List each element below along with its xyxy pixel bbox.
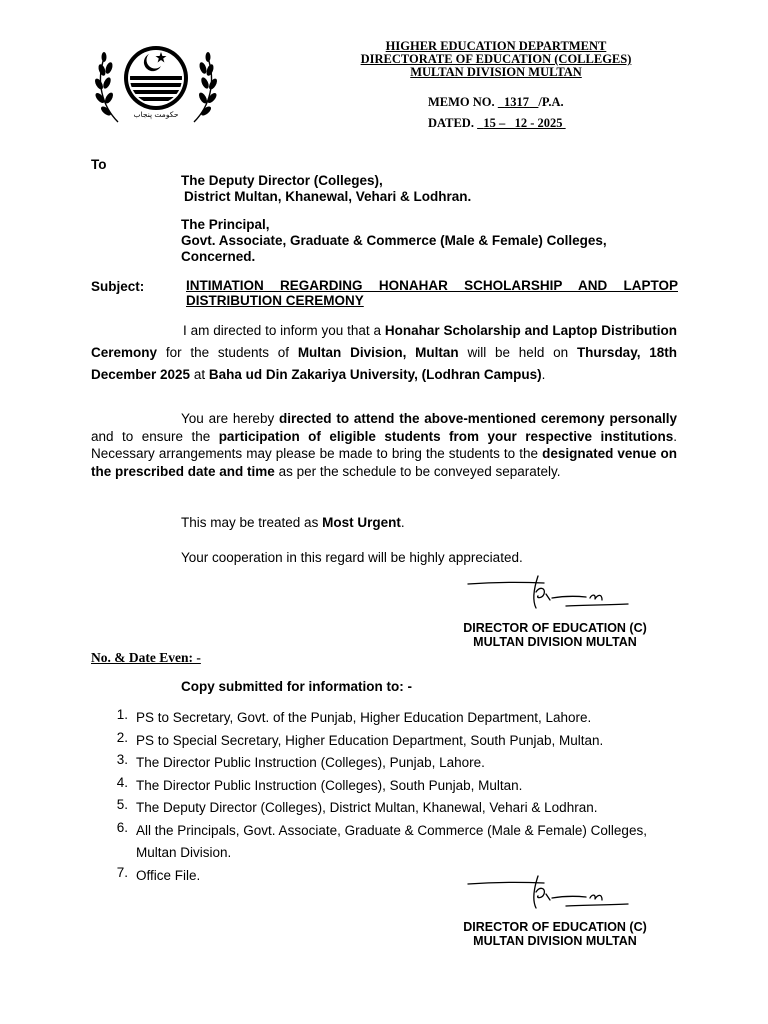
signature2-title2: MULTAN DIVISION MULTAN <box>473 934 637 948</box>
list-item-text: All the Principals, Govt. Associate, Graduate & Commerce (Male & Female) Colleges, Multan Division. <box>136 822 647 860</box>
urgency-note: This may be treated as Most Urgent. <box>181 515 405 530</box>
addressee2-line1: The Principal, <box>181 217 270 232</box>
division-heading: MULTAN DIVISION MULTAN <box>410 65 582 79</box>
addressee1-line2: District Multan, Khanewal, Vehari & Lodhran. <box>184 189 472 204</box>
department-heading: HIGHER EDUCATION DEPARTMENT <box>385 39 607 53</box>
signature-1 <box>466 574 636 620</box>
list-item-number: 4. <box>116 774 128 790</box>
memo-label: MEMO NO. <box>428 95 495 109</box>
paragraph-ceremony-details: I am directed to inform you that a Honahar Scholarship and Laptop Distribution Ceremony for the students of Multan Division, Multan will be held on Thursday, 18th December 2025 at Baha ud Din Zakariya University, (Lodhran Campus). <box>91 323 678 382</box>
copy-list <box>108 707 698 887</box>
subject-line1: INTIMATION REGARDING HONAHAR SCHOLARSHIP AND LAPTOP <box>186 278 678 293</box>
list-item-text: The Director Public Instruction (Colleges), South Punjab, Multan. <box>136 777 523 793</box>
memo-number-value: 1317 <box>504 95 530 109</box>
cooperation-note: Your cooperation in this regard will be highly appreciated. <box>181 550 523 565</box>
list-item-number: 3. <box>116 752 128 767</box>
punjab-government-logo <box>88 40 224 126</box>
no-date-even: No. & Date Even: - <box>91 650 201 665</box>
list-item-text: The Director Public Instruction (Colleges), Punjab, Lahore. <box>136 755 485 770</box>
subject-line2: DISTRIBUTION CEREMONY <box>186 293 364 308</box>
memo-date <box>428 116 566 131</box>
list-item-text: PS to Special Secretary, Higher Education Department, South Punjab, Multan. <box>136 732 604 748</box>
copy-heading: Copy submitted for information to: - <box>181 679 412 694</box>
list-item-number: 5. <box>116 797 128 812</box>
signature2-title1: DIRECTOR OF EDUCATION (C) <box>463 920 647 934</box>
directorate-heading: DIRECTORATE OF EDUCATION (COLLEGES) <box>360 52 632 66</box>
to-label: To <box>91 157 107 172</box>
signature1-title1: DIRECTOR OF EDUCATION (C) <box>463 621 647 635</box>
subject-label: Subject: <box>91 279 145 294</box>
list-item-number: 6. <box>116 819 128 835</box>
list-item-number: 1. <box>116 707 128 722</box>
list-item-text: Office File. <box>136 867 201 883</box>
dated-label: DATED. <box>428 116 474 130</box>
handwritten-signature-icon <box>466 574 636 620</box>
addressee1-line1: The Deputy Director (Colleges), <box>181 173 383 188</box>
addressee2-line3: Concerned. <box>181 249 256 264</box>
list-item-text: The Deputy Director (Colleges), District Multan, Khanewal, Vehari & Lodhran. <box>136 800 598 815</box>
signature-2 <box>466 872 636 918</box>
dated-value: 15 – 12 - 2025 <box>483 116 563 130</box>
paragraph-attendance-directive: You are hereby directed to attend the above-mentioned ceremony personally and to ensure the participation of eligible students from your respective institutions. Necessary arrangements may please be made to bring the students to the designated venue on the prescribed date and time as per the schedule to be conveyed separately. <box>91 411 678 479</box>
memo-suffix: /P.A. <box>538 95 564 109</box>
list-item-number: 7. <box>116 864 128 880</box>
list-item-text: PS to Secretary, Govt. of the Punjab, Higher Education Department, Lahore. <box>136 710 592 725</box>
signature1-title2: MULTAN DIVISION MULTAN <box>473 635 637 649</box>
addressee2-line2: Govt. Associate, Graduate & Commerce (Male & Female) Colleges, <box>181 233 607 248</box>
logo-urdu-text: حکومت پنجاب <box>133 110 179 119</box>
list-item-number: 2. <box>116 729 128 745</box>
handwritten-signature-icon <box>466 872 636 918</box>
memo-number <box>428 95 564 110</box>
